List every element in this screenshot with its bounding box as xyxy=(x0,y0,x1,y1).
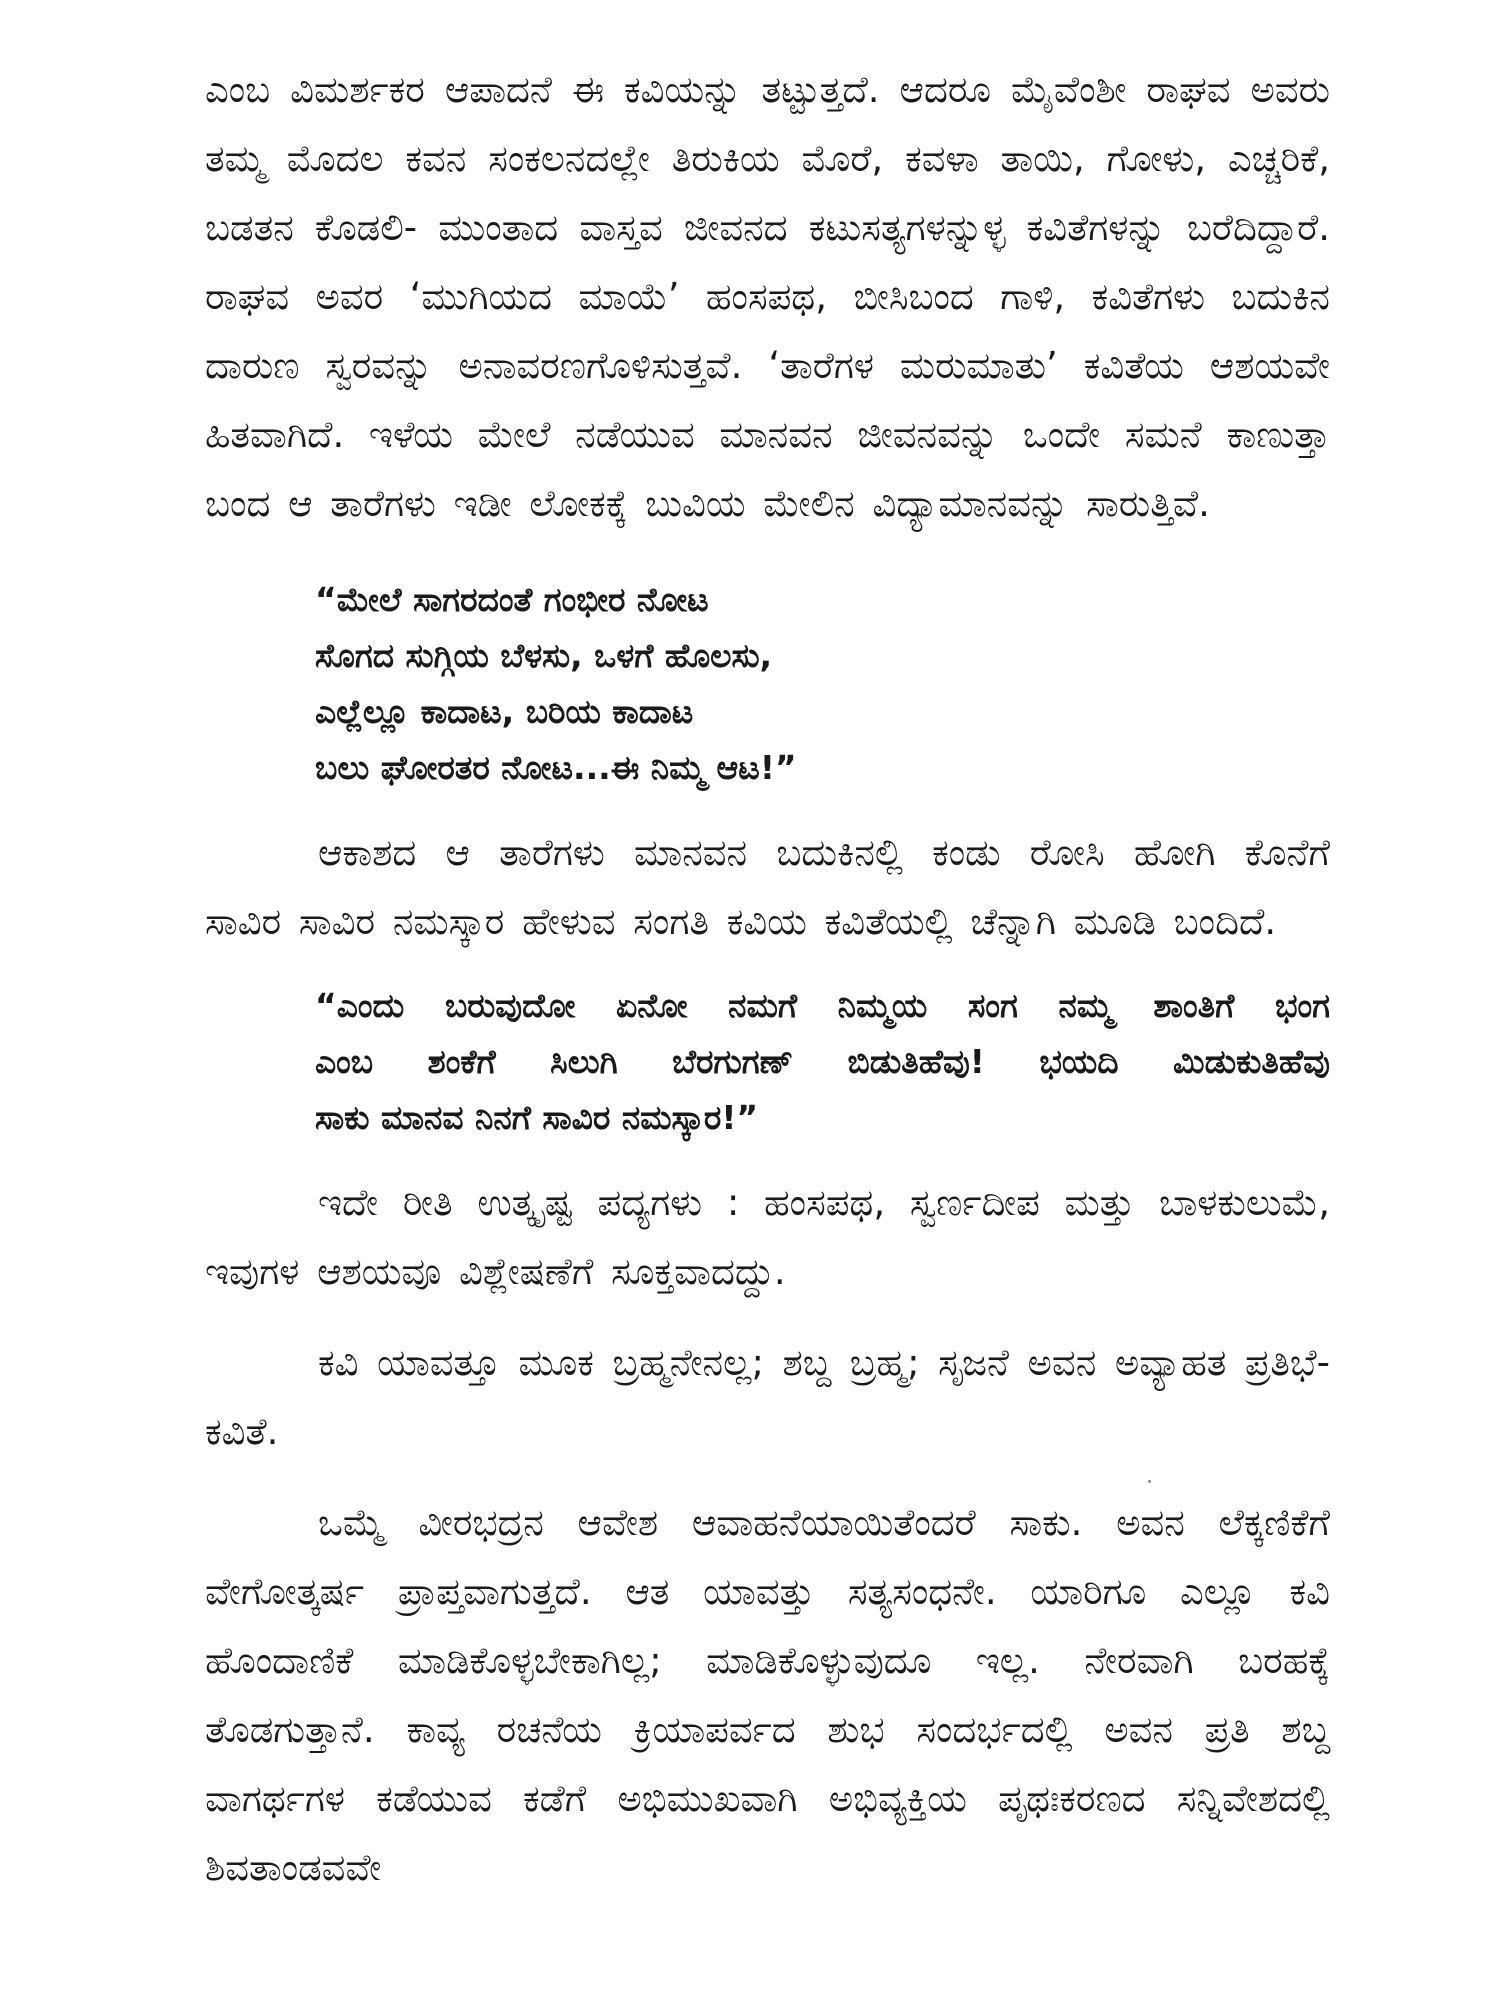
spacer xyxy=(205,538,1330,572)
poem-line: ಬಲು ಘೋರತರ ನೋಟ...ಈ ನಿಮ್ಮ ಆಟ!” xyxy=(315,748,797,787)
document-page xyxy=(205,55,1330,1955)
poem-quote-stars xyxy=(205,572,1330,796)
spacer xyxy=(205,1146,1330,1168)
poem-quote-humans xyxy=(205,978,1330,1146)
spacer xyxy=(205,1466,1330,1488)
paragraph-poems-list: ಇದೇ ರೀತಿ ಉತ್ಕೃಷ್ಟ ಪದ್ಯಗಳು : ಹಂಸಪಥ, ಸ್ವರ್ಣದೀಪ ಮತ್ತು ಬಾಳಕುಲುಮೆ, ಇವುಗಳ ಆಶಯವೂ ವಿಶ್ಲೇಷಣೆಗೆ ಸೂಕ್ತವಾದದ್ದು. xyxy=(205,1181,1330,1293)
poem-line: “ಮೇಲೆ ಸಾಗರದಂತೆ ಗಂಭೀರ ನೋಟ xyxy=(315,580,709,619)
paragraph-stars-namaskara: ಆಕಾಶದ ಆ ತಾರೆಗಳು ಮಾನವನ ಬದುಕಿನಲ್ಲಿ ಕಂಡು ರೋಸಿ ಹೋಗಿ ಕೊನೆಗೆ ಸಾವಿರ ಸಾವಿರ ನಮಸ್ಕಾರ ಹೇಳುವ ಸಂಗತಿ ಕವಿಯ ಕವಿತೆಯಲ್ಲಿ ಚೆನ್ನಾಗಿ ಮೂಡಿ ಬಂದಿದೆ. xyxy=(205,831,1330,943)
spacer xyxy=(205,796,1330,818)
poem-line: “ಎಂದು ಬರುವುದೋ ಏನೋ ನಮಗೆ ನಿಮ್ಮಯ ಸಂಗ ನಮ್ಮ ಶಾಂತಿಗೆ ಭಂಗ xyxy=(315,986,1330,1025)
spacer xyxy=(205,1306,1330,1328)
poem-line: ಸಾಕು ಮಾನವ ನಿನಗೆ ಸಾವಿರ ನಮಸ್ಕಾರ!” xyxy=(315,1098,759,1137)
paragraph-veerabhadra: ಒಮ್ಮೆ ವೀರಭದ್ರನ ಆವೇಶ ಆವಾಹನೆಯಾಯಿತೆಂದರೆ ಸಾಕು. ಅವನ ಲೆಕ್ಕಣಿಕೆಗೆ ವೇಗೋತ್ಕರ್ಷ ಪ್ರಾಪ್ತವಾಗುತ್ತದೆ. ಆತ ಯಾವತ್ತು ಸತ್ಯಸಂಧನೇ. ಯಾರಿಗೂ ಎಲ್ಲೂ ಕವಿ ಹೊಂದಾಣಿಕೆ ಮಾಡಿಕೊಳ್ಳಬೇಕಾಗಿಲ್ಲ; ಮಾಡಿಕೊಳ್ಳುವುದೂ ಇಲ್ಲ. ನೇರವಾಗಿ ಬರಹಕ್ಕೆ ತೊಡಗುತ್ತಾನೆ. ಕಾವ್ಯ ರಚನೆಯ ಕ್ರಿಯಾಪರ್ವದ ಶುಭ ಸಂದರ್ಭದಲ್ಲಿ ಅವನ ಪ್ರತಿ ಶಬ್ದ ವಾಗರ್ಥಗಳ ಕಡೆಯುವ ಕಡೆಗೆ ಅಭಿಮುಖವಾಗಿ ಅಭಿವ್ಯಕ್ತಿಯ ಪೃಥಃಕರಣದ ಸನ್ನಿವೇಶದಲ್ಲಿ ಶಿವತಾಂಡವವೇ xyxy=(205,1501,1330,1889)
paragraph-critics: ಎಂಬ ವಿಮರ್ಶಕರ ಆಪಾದನೆ ಈ ಕವಿಯನ್ನು ತಟ್ಟುತ್ತದೆ. ಆದರೂ ಮೈವೆಂಶೀ ರಾಘವ ಅವರು ತಮ್ಮ ಮೊದಲ ಕವನ ಸಂಕಲನದಲ್ಲೇ ತಿರುಕಿಯ ಮೊರೆ, ಕವಳಾ ತಾಯಿ, ಗೋಳು, ಎಚ್ಚರಿಕೆ, ಬಡತನ ಕೊಡಲಿ- ಮುಂತಾದ ವಾಸ್ತವ ಜೀವನದ ಕಟುಸತ್ಯಗಳನ್ನುಳ್ಳ ಕವಿತೆಗಳನ್ನು ಬರೆದಿದ್ದಾರೆ. ರಾಘವ ಅವರ ‘ಮುಗಿಯದ ಮಾಯೆ’ ಹಂಸಪಥ, ಬೀಸಿಬಂದ ಗಾಳಿ, ಕವಿತೆಗಳು ಬದುಕಿನ ದಾರುಣ ಸ್ವರವನ್ನು ಅನಾವರಣಗೊಳಿಸುತ್ತವೆ. ‘ತಾರೆಗಳ ಮರುಮಾತು’ ಕವಿತೆಯ ಆಶಯವೇ ಹಿತವಾಗಿದೆ. ಇಳೆಯ ಮೇಲೆ ನಡೆಯುವ ಮಾನವನ ಜೀವನವನ್ನು ಒಂದೇ ಸಮನೆ ಕಾಣುತ್ತಾ ಬಂದ ಆ ತಾರೆಗಳು ಇಡೀ ಲೋಕಕ್ಕೆ ಬುವಿಯ ಮೇಲಿನ ವಿದ್ಯಾಮಾನವನ್ನು ಸಾರುತ್ತಿವೆ. xyxy=(205,68,1330,525)
poem-line: ಎಲ್ಲೆಲ್ಲೂ ಕಾದಾಟ, ಬರಿಯ ಕಾದಾಟ xyxy=(315,692,694,731)
scan-speck xyxy=(1148,1480,1151,1483)
spacer xyxy=(205,956,1330,978)
poem-line: ಎಂಬ ಶಂಕೆಗೆ ಸಿಲುಗಿ ಬೆರಗುಗಣ್ ಬಿಡುತಿಹೆವು! ಭಯದಿ ಮಿಡುಕುತಿಹೆವು xyxy=(315,1042,1330,1081)
paragraph-poet-brahma: ಕವಿ ಯಾವತ್ತೂ ಮೂಕ ಬ್ರಹ್ಮನೇನಲ್ಲ; ಶಬ್ದ ಬ್ರಹ್ಮ; ಸೃಜನೆ ಅವನ ಅವ್ಯಾಹತ ಪ್ರತಿಭೆ-ಕವಿತೆ. xyxy=(205,1341,1330,1453)
poem-line: ಸೊಗದ ಸುಗ್ಗಿಯ ಬೆಳಸು, ಒಳಗೆ ಹೊಲಸು, xyxy=(315,636,773,675)
